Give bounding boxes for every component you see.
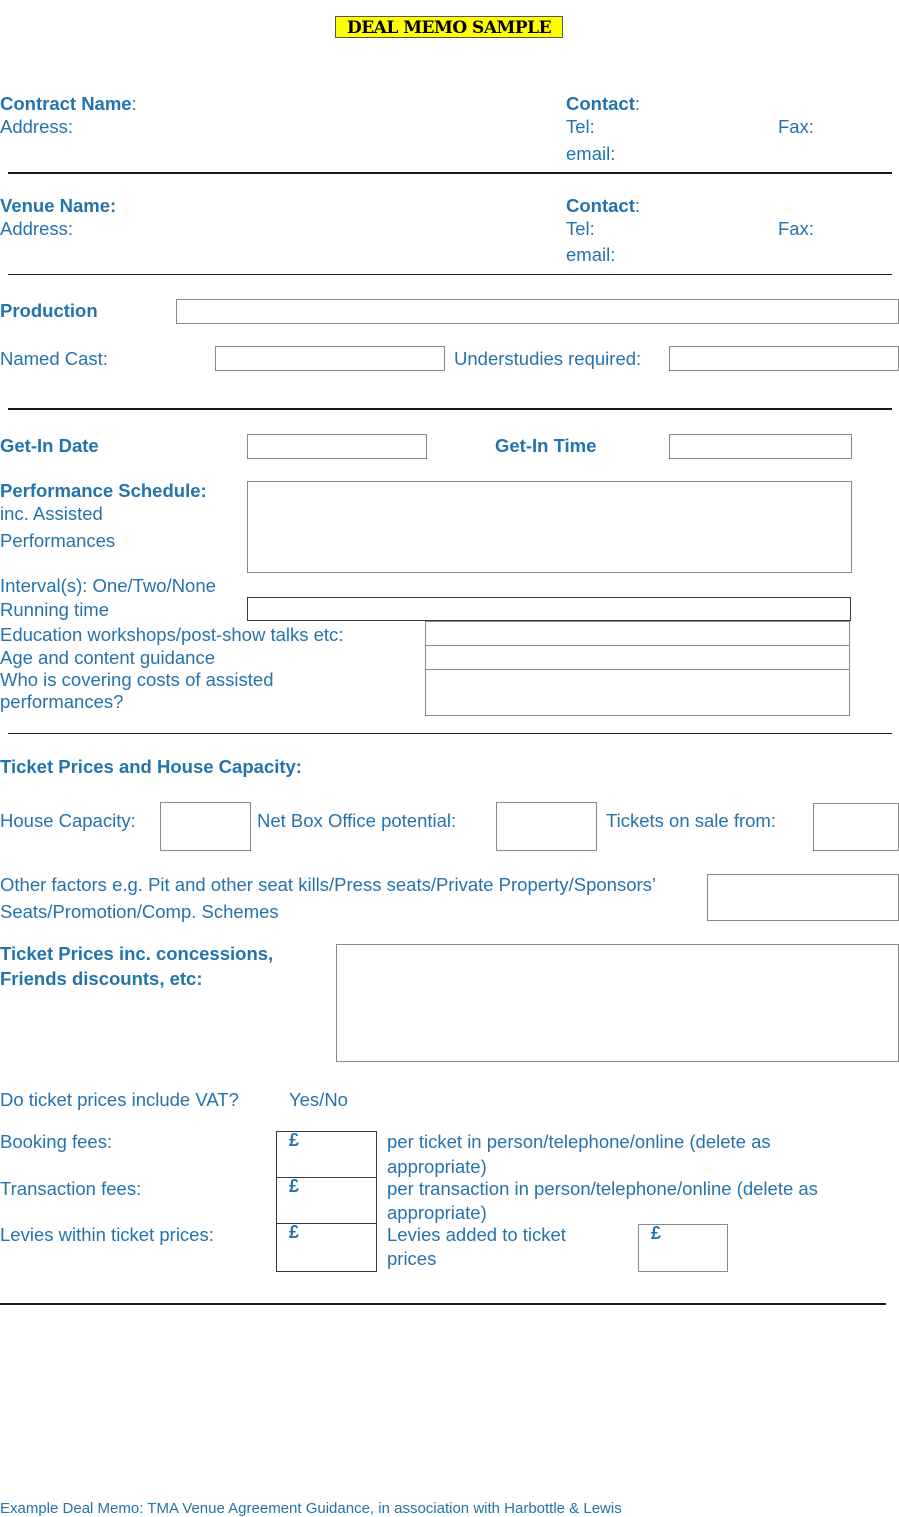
venue-fax-label: Fax: [778, 218, 814, 239]
running-time-field[interactable] [247, 597, 851, 621]
ticket-prices-line-2: Friends discounts, etc: [0, 968, 203, 989]
performance-schedule-field[interactable] [247, 481, 852, 573]
venue-contact-label: Contact [566, 195, 635, 216]
contract-email-label: email: [566, 143, 616, 164]
page-title: DEAL MEMO SAMPLE [335, 16, 563, 38]
other-factors-line-2: Seats/Promotion/Comp. Schemes [0, 901, 279, 922]
get-in-time-field[interactable] [669, 434, 852, 459]
contract-contact-label: Contact [566, 93, 635, 114]
vat-label: Do ticket prices include VAT? [0, 1089, 239, 1110]
contract-name-row [0, 93, 137, 115]
venue-contact-row [566, 195, 640, 217]
assisted-line-1: inc. Assisted [0, 503, 103, 524]
booking-fees-field[interactable] [276, 1131, 377, 1179]
contract-contact-colon: : [634, 93, 641, 114]
production-label: Production [0, 300, 98, 321]
ticket-prices-field[interactable] [336, 944, 899, 1062]
ticket-prices-line-1: Ticket Prices inc. concessions, [0, 943, 274, 964]
contract-fax-label: Fax: [778, 116, 814, 137]
transaction-fees-field[interactable] [276, 1177, 377, 1225]
education-label: Education workshops/post-show talks etc: [0, 624, 344, 645]
assisted-costs-line-2: performances? [0, 691, 124, 712]
levies-added-field[interactable] [638, 1224, 728, 1272]
levies-added-currency: £ [651, 1223, 662, 1243]
footer-note: Example Deal Memo: TMA Venue Agreement Guidance, in association with Harbottle & Lewis [0, 1500, 622, 1517]
contract-contact-row [566, 93, 640, 115]
contract-tel-label: Tel: [566, 116, 595, 137]
get-in-date-field[interactable] [247, 434, 427, 459]
other-factors-field[interactable] [707, 874, 899, 921]
booking-desc-line-2: appropriate) [387, 1156, 487, 1177]
get-in-time-label: Get-In Time [495, 435, 597, 456]
levies-within-label: Levies within ticket prices: [0, 1224, 214, 1245]
levies-within-currency: £ [289, 1222, 300, 1242]
other-factors-line-1: Other factors e.g. Pit and other seat kills/Press seats/Private Property/Sponsors’ [0, 874, 657, 895]
transaction-currency: £ [289, 1176, 300, 1196]
levies-added-line-2: prices [387, 1248, 437, 1269]
age-guidance-label: Age and content guidance [0, 647, 215, 668]
on-sale-label: Tickets on sale from: [606, 810, 776, 831]
contract-name-label: Contract Name [0, 93, 132, 114]
house-capacity-field[interactable] [160, 802, 251, 851]
intervals-label: Interval(s): One/Two/None [0, 575, 216, 596]
understudies-field[interactable] [669, 346, 899, 371]
ticket-section-heading: Ticket Prices and House Capacity: [0, 756, 302, 777]
age-guidance-field[interactable] [425, 645, 850, 670]
transaction-fees-label: Transaction fees: [0, 1178, 142, 1199]
divider [8, 733, 892, 734]
named-cast-field[interactable] [215, 346, 445, 371]
vat-value[interactable]: Yes/No [289, 1089, 348, 1110]
venue-address-label: Address: [0, 218, 74, 239]
venue-email-label: email: [566, 244, 616, 265]
booking-desc-line-1: per ticket in person/telephone/online (delete as [387, 1131, 771, 1152]
on-sale-field[interactable] [813, 803, 899, 851]
nbo-label: Net Box Office potential: [257, 810, 457, 831]
venue-name-label: Venue Name: [0, 195, 117, 216]
divider [8, 172, 892, 174]
levies-added-line-1: Levies added to ticket [387, 1224, 566, 1245]
nbo-field[interactable] [496, 802, 597, 851]
venue-tel-label: Tel: [566, 218, 595, 239]
transaction-desc-line-2: appropriate) [387, 1202, 487, 1223]
education-field[interactable] [425, 621, 850, 646]
booking-fees-label: Booking fees: [0, 1131, 113, 1152]
named-cast-label: Named Cast: [0, 348, 108, 369]
transaction-desc-line-1: per transaction in person/telephone/online (delete as [387, 1178, 818, 1199]
house-capacity-label: House Capacity: [0, 810, 136, 831]
understudies-label: Understudies required: [454, 348, 642, 369]
assisted-line-2: Performances [0, 530, 116, 551]
divider [0, 1303, 886, 1305]
levies-within-field[interactable] [276, 1223, 377, 1272]
contract-address-label: Address: [0, 116, 74, 137]
assisted-costs-line-1: Who is covering costs of assisted [0, 669, 274, 690]
booking-currency: £ [289, 1130, 300, 1150]
production-field[interactable] [176, 299, 899, 324]
venue-contact-colon: : [634, 195, 641, 216]
running-time-label: Running time [0, 599, 110, 620]
performance-schedule-label: Performance Schedule: [0, 480, 207, 501]
assisted-costs-field[interactable] [425, 669, 850, 716]
get-in-date-label: Get-In Date [0, 435, 99, 456]
divider [8, 408, 892, 410]
contract-name-colon: : [131, 93, 137, 114]
divider [8, 274, 892, 275]
